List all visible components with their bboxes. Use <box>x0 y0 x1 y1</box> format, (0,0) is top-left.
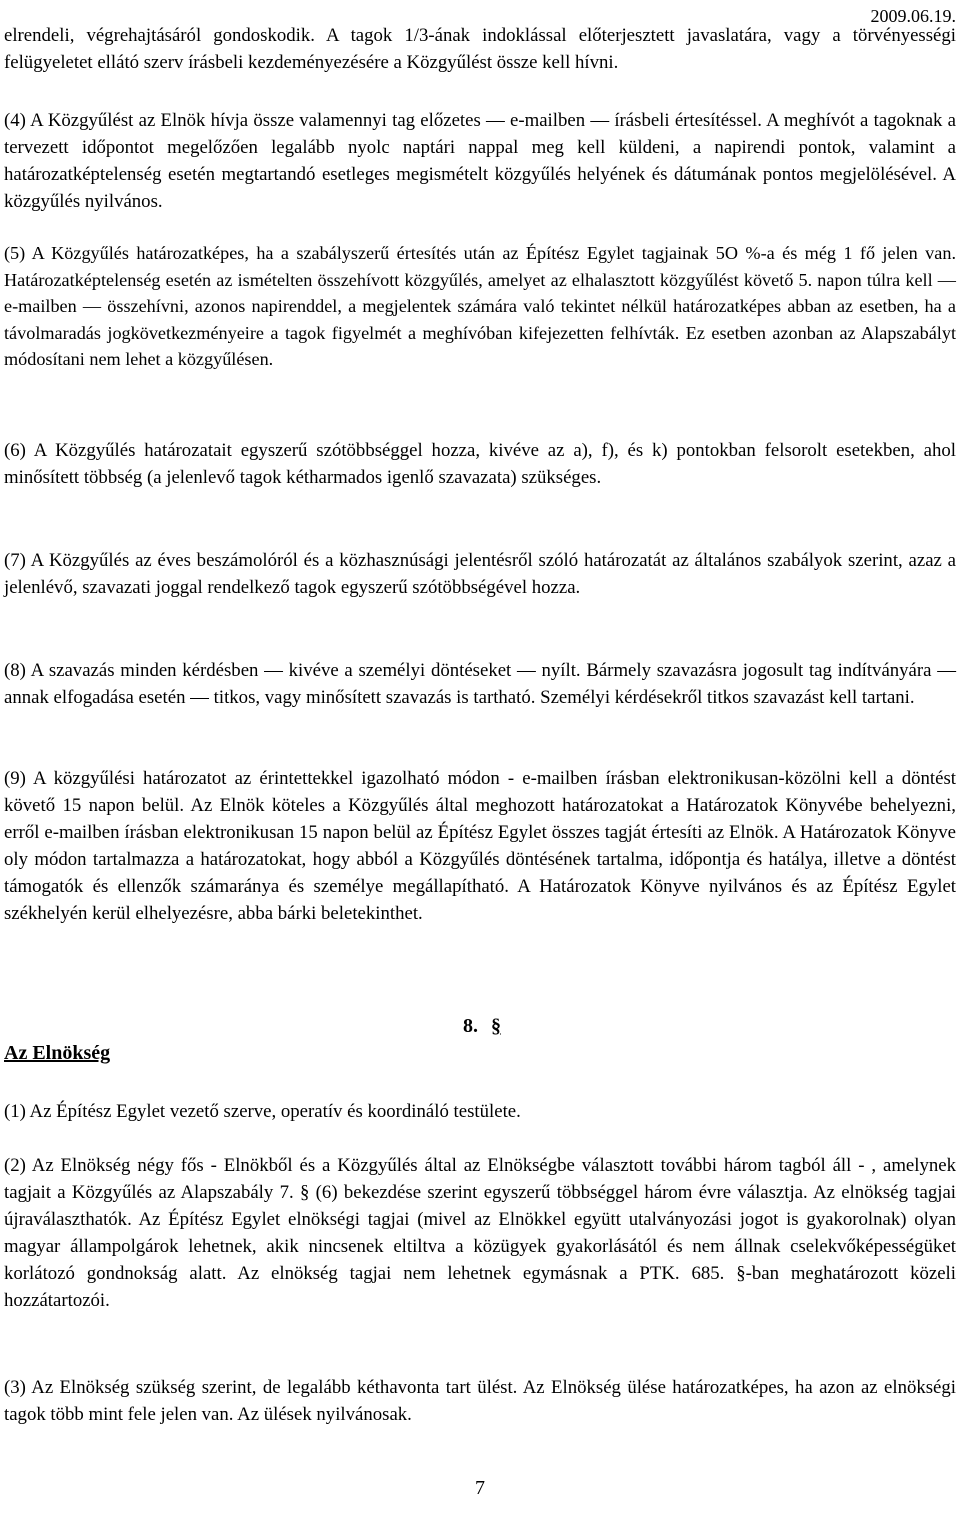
paragraph-8: (8) A szavazás minden kérdésben — kivéve a személyi döntéseket — nyílt. Bármely szavazásra jogosult tag indítványára — annak elfogadása esetén — titkos, vagy minősített szavazás is tartható. Személyi kérdésekről titkos szavazást kell tartani. <box>4 660 956 708</box>
section-heading: Az Elnökség <box>4 1042 111 1064</box>
elnokseg-paragraph-2: (2) Az Elnökség négy fős - Elnökből és a Közgyűlés által az Elnökségbe választott további három tagból áll - , amelynek tagjait a Közgyűlés az Alapszabály 7. § (6) bekezdése szerint egyszerű többséggel három évre választja. Az elnökség tagjai újraválaszthatók. Az Építész Egylet elnökségi tagjai (mivel az Elnökkel együtt utalványozási jogot is gyakorolnak) olyan magyar állampolgárok lehetnek, akik nincsenek eltiltva a közügyek gyakorlásától és nem állnak cselekvőképességüket korlátozó gondnokság alatt. Az elnökség tagjai nem lehetnek egymásnak a PTK. 685. §-ban meghatározott közeli hozzátartozói. <box>4 1155 956 1311</box>
section-symbol: § <box>491 1015 501 1037</box>
elnokseg-paragraph-3: (3) Az Elnökség szükség szerint, de legalább kéthavonta tart ülést. Az Elnökség ülése határozatképes, ha azon az elnökségi tagok több mint fele jelen van. Az ülések nyilvánosak. <box>4 1377 956 1425</box>
paragraph-5: (5) A Közgyűlés határozatképes, ha a szabályszerű értesítés után az Építész Egylet tagjainak 5O %-a és még 1 fő jelen van. Határozatképtelenség esetén az ismételten összehívott közgyűlés, amelyet az elhalasztott közgyűlést követő 5. napon túlra kell — e-mailben — összehívni, azonos napirenddel, a megjelentek számára való tekintet nélkül határozatképes abban az esetben, ha a távolmaradás jogkövetkezményeire a tagok figyelmét a meghívóban kifejezetten felhívták. Ez esetben azonban az Alapszabályt módosítani nem lehet a közgyűlésen. <box>4 243 956 369</box>
header-date: 2009.06.19. <box>870 6 956 26</box>
paragraph-4: (4) A Közgyűlést az Elnök hívja össze valamennyi tag előzetes — e-mailben — írásbeli értesítéssel. A meghívót a tagoknak a tervezett időpontot megelőzően legalább nyolc naptári nappal meg kell küldeni, a napirendi pontok, valamint a határozatképtelenség esetén megtartandó esetleges megismételt közgyűlés helyének és dátumának pontos megjelölésével. A közgyűlés nyilvános. <box>4 110 956 212</box>
paragraph-6: (6) A Közgyűlés határozatait egyszerű szótöbbséggel hozza, kivéve az a), f), és k) pontokban felsorolt esetekben, ahol minősített többség (a jelenlevő tagok kétharmados igenlő szavazata) szükséges. <box>4 440 956 488</box>
paragraph-9: (9) A közgyűlési határozatot az érintettekkel igazolható módon - e-mailben írásban elektronikusan-közölni kell a döntést követő 15 napon belül. Az Elnök köteles a Közgyűlés által meghozott határozatokat a Határozatok Könyvébe behelyezni, erről e-mailben írásban elektronikusan 15 napon belül az Építész Egylet összes tagját értesíti az Elnök. A Határozatok Könyve oly módon tartalmazza a határozatokat, hogy abból a Közgyűlés döntésének tartalma, időpontja és hatálya, illetve a döntést támogatók és ellenzők számaránya és személye megállapítható. A Határozatok Könyve nyilvános és az Építész Egylet székhelyén kerül elhelyezésre, abba bárki beletekinthet. <box>4 768 956 924</box>
section-number-value: 8. <box>463 1015 478 1037</box>
section-number <box>463 1015 501 1038</box>
page-number: 7 <box>475 1477 485 1499</box>
elnokseg-paragraph-1: (1) Az Építész Egylet vezető szerve, operatív és koordináló testülete. <box>4 1101 521 1122</box>
paragraph-7: (7) A Közgyűlés az éves beszámolóról és a közhasznúsági jelentésről szóló határozatát az általános szabályok szerint, azaz a jelenlévő, szavazati joggal rendelkező tagok egyszerű szótöbbségével hozza. <box>4 550 956 598</box>
paragraph-intro: elrendeli, végrehajtásáról gondoskodik. A tagok 1/3-ának indoklással előterjesztett javaslatára, vagy a törvényességi felügyeletet ellátó szerv írásbeli kezdeményezésére a Közgyűlést össze kell hívni. <box>4 25 956 73</box>
